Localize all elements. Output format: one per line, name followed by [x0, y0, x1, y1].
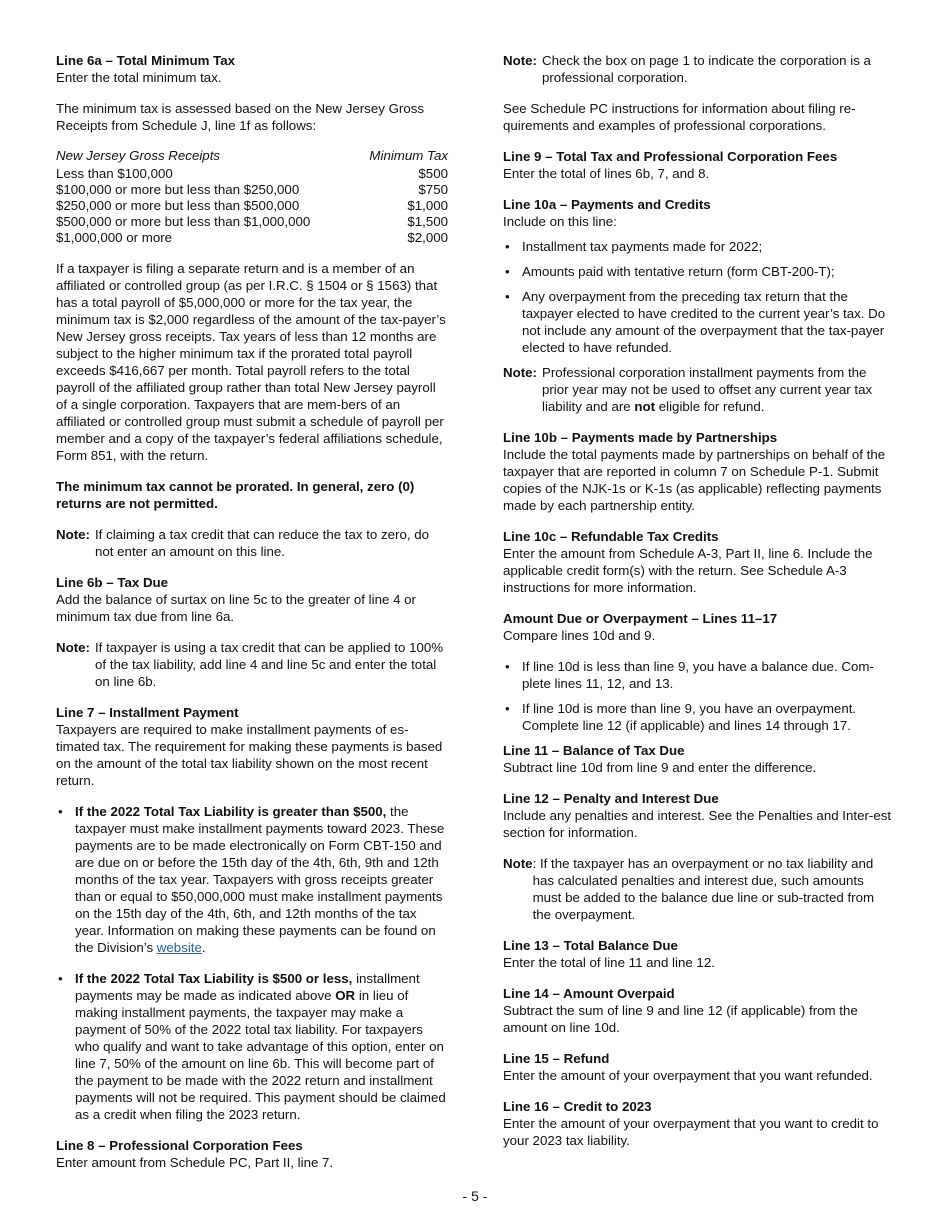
line12-heading: Line 12 – Penalty and Interest Due	[503, 791, 719, 806]
note-pre: Professional corporation installment payments from the prior year may not be used to offset any current year tax liability and are	[541, 365, 873, 414]
line11-body: Subtract line 10d from line 9 and enter the difference.	[503, 760, 817, 775]
line6b-section	[56, 574, 448, 625]
note-label: Note:	[56, 640, 90, 655]
line15-heading: Line 15 – Refund	[503, 1051, 610, 1066]
line7-body: Taxpayers are required to make installment payments of es-timated tax. The requirement for making these payments is based on the amount of the total tax liability shown on the most recent return.	[56, 722, 443, 788]
amount-due-heading: Amount Due or Overpayment – Lines 11–17	[503, 611, 778, 626]
bullet-end: .	[201, 940, 206, 955]
row-tax: $750	[418, 182, 448, 197]
page-number: - 5 -	[462, 1188, 488, 1204]
note-text: : If the taxpayer has an overpayment or no tax liability and has calculated penalties and interest due, such amounts must be added to the balance due line or sub-tracted from the overpayment.	[532, 856, 875, 922]
line14-body: Subtract the sum of line 9 and line 12 (if applicable) from the amount on line 10d.	[503, 1003, 858, 1035]
bullet-or: OR	[335, 988, 356, 1003]
line13-body: Enter the total of line 11 and line 12.	[503, 955, 715, 970]
line10c-body: Enter the amount from Schedule A-3, Part II, line 6. Include the applicable credit form(s) with the return. See Schedule A-3 instructions for more information.	[503, 546, 873, 595]
list-item: • If line 10d is less than line 9, you have a balance due. Com-plete lines 11, 12, and 13.	[503, 658, 895, 692]
line6b-heading: Line 6b – Tax Due	[56, 575, 169, 590]
list-item	[56, 803, 448, 956]
pc-see-instructions: See Schedule PC instructions for information about filing re-quirements and examples of professional corporations.	[503, 101, 856, 133]
line13-heading: Line 13 – Total Balance Due	[503, 938, 678, 953]
amount-due-body: Compare lines 10d and 9.	[503, 628, 656, 643]
left-column	[56, 52, 448, 1185]
list-item: • If line 10d is more than line 9, you have an overpayment. Complete line 12 (if applicable) and lines 14 through 17.	[503, 700, 895, 734]
table-header-receipts: New Jersey Gross Receipts	[56, 148, 221, 163]
line15-section	[503, 1050, 895, 1084]
note-text: If taxpayer is using a tax credit that can be applied to 100% of the tax liability, add line 4 and line 5c and enter the total on line 6b.	[94, 640, 444, 689]
table-row	[56, 166, 448, 182]
line12-note	[503, 855, 895, 923]
line13-section	[503, 937, 895, 971]
bullet-text: installment payments may be made as indicated above	[75, 971, 420, 1003]
row-tax: $1,000	[407, 198, 448, 213]
row-range: $250,000 or more but less than $500,000	[56, 198, 300, 213]
row-range: $500,000 or more but less than $1,000,000	[56, 214, 311, 229]
list-item	[56, 970, 448, 1123]
line6a-body: Enter the total minimum tax.	[56, 70, 222, 85]
line6b-body: Add the balance of surtax on line 5c to the greater of line 4 or minimum tax due from line 6a.	[56, 592, 416, 624]
line10b-heading: Line 10b – Payments made by Partnerships	[503, 430, 778, 445]
amount-due-section	[503, 610, 895, 644]
row-range: Less than $100,000	[56, 166, 173, 181]
note-label: Note:	[56, 527, 90, 542]
prorate-warning: The minimum tax cannot be prorated. In general, zero (0) returns are not permitted.	[56, 479, 415, 511]
line10a-heading: Line 10a – Payments and Credits	[503, 197, 711, 212]
line16-section	[503, 1098, 895, 1149]
min-tax-intro: The minimum tax is assessed based on the New Jersey Gross Receipts from Schedule J, line 1f as follows:	[56, 101, 425, 133]
note-label: Note:	[503, 53, 537, 68]
line6a-section	[56, 52, 448, 86]
right-column	[503, 52, 895, 1163]
line10a-body: Include on this line:	[503, 214, 617, 229]
table-row	[56, 182, 448, 198]
line6b-note	[56, 639, 448, 690]
website-link[interactable]: website	[156, 940, 202, 955]
pc-note	[503, 52, 895, 86]
line7-section	[56, 704, 448, 789]
minimum-tax-table	[56, 148, 448, 246]
note-label: Note	[503, 856, 533, 871]
line10b-section	[503, 429, 895, 514]
note-post: eligible for refund.	[655, 399, 765, 414]
line7-bullets	[56, 803, 448, 1123]
line8-body: Enter amount from Schedule PC, Part II, line 7.	[56, 1155, 334, 1170]
line6a-note	[56, 526, 448, 560]
line8-heading: Line 8 – Professional Corporation Fees	[56, 1138, 303, 1153]
line6a-heading: Line 6a – Total Minimum Tax	[56, 53, 236, 68]
line12-body: Include any penalties and interest. See the Penalties and Inter-est section for information.	[503, 808, 892, 840]
note-label: Note:	[503, 365, 537, 380]
bullet-bold-lead: If the 2022 Total Tax Liability is $500 or less,	[75, 971, 353, 986]
table-row	[56, 230, 448, 246]
line8-section	[56, 1137, 448, 1171]
row-range: $100,000 or more but less than $250,000	[56, 182, 300, 197]
affiliated-group-paragraph: If a taxpayer is filing a separate return and is a member of an affiliated or controlled group (as per I.R.C. § 1504 or § 1563) that has a total payroll of $5,000,000 or more for the tax year, the minimum tax is $2,000 regardless of the amount of the tax-payer’s New Jersey gross receipts. Tax years of less than 12 months are subject to the higher minimum tax if the prorated total payroll exceeds $416,667 per month. Total payroll refers to the total payroll of the affiliated group rather than total New Jersey payroll of a single corporation. Taxpayers that are mem-bers of an affiliated or controlled group must submit a schedule of payroll per member and a copy of the taxpayer’s federal affiliations schedule, Form 851, with the return.	[56, 261, 446, 463]
table-header-tax: Minimum Tax	[369, 148, 448, 163]
line11-heading: Line 11 – Balance of Tax Due	[503, 743, 685, 758]
line9-section	[503, 148, 895, 182]
list-item: • Installment tax payments made for 2022;	[503, 238, 895, 255]
line10c-section	[503, 528, 895, 596]
line10a-section	[503, 196, 895, 230]
line12-section	[503, 790, 895, 841]
line7-heading: Line 7 – Installment Payment	[56, 705, 239, 720]
line11-section	[503, 742, 895, 776]
note-text	[542, 364, 895, 415]
note-bold: not	[634, 399, 656, 414]
bullet-text: in lieu of making installment payments, the taxpayer may make a payment of 50% of the 2022 total tax liability. For taxpayers who qualify and want to take advantage of this option, enter on line 7, 50% of the amount on line 6b. This will become part of the payment to be made with the 2022 return and installment payments will not be required. This payment should be claimed as a credit when filing the 2023 return.	[75, 988, 446, 1122]
list-item: • Amounts paid with tentative return (form CBT-200-T);	[503, 263, 895, 280]
bullet-text: the taxpayer must make installment payments toward 2023. These payments are to be made electronically on Form CBT-150 and are due on or before the 15th day of the 4th, 6th, 9th and 12th months of the tax year. Taxpayers with gross receipts greater than or equal to $50,000,000 must make installment payments on the 15th day of the 4th, 6th, and 12th months of the tax year. Information on making these payments can be found on the Division’s	[75, 804, 445, 955]
line15-body: Enter the amount of your overpayment that you want refunded.	[503, 1068, 873, 1083]
line9-heading: Line 9 – Total Tax and Professional Corporation Fees	[503, 149, 838, 164]
amount-due-bullets	[503, 658, 895, 734]
note-text: If claiming a tax credit that can reduce the tax to zero, do not enter an amount on this line.	[94, 527, 430, 559]
row-tax: $2,000	[407, 230, 448, 245]
table-row	[56, 214, 448, 230]
row-tax: $1,500	[407, 214, 448, 229]
table-row	[56, 198, 448, 214]
list-item: • Any overpayment from the preceding tax return that the taxpayer elected to have credited to the current year’s tax. Do not include any amount of the overpayment that the tax-payer elected to have refunded.	[503, 288, 895, 356]
line16-body: Enter the amount of your overpayment that you want to credit to your 2023 tax liability.	[503, 1116, 879, 1148]
line10b-body: Include the total payments made by partnerships on behalf of the taxpayer that are reported in column 7 on Schedule P-1. Submit copies of the NJK-1s or K-1s (as applicable) reflecting payments made by each partnership entity.	[503, 447, 886, 513]
bullet-bold-lead: If the 2022 Total Tax Liability is greater than $500,	[75, 804, 387, 819]
note-text: Check the box on page 1 to indicate the corporation is a professional corporation.	[541, 53, 871, 85]
line10a-note	[503, 364, 895, 415]
line9-body: Enter the total of lines 6b, 7, and 8.	[503, 166, 710, 181]
line10c-heading: Line 10c – Refundable Tax Credits	[503, 529, 719, 544]
row-tax: $500	[418, 166, 448, 181]
line14-section	[503, 985, 895, 1036]
line14-heading: Line 14 – Amount Overpaid	[503, 986, 675, 1001]
line16-heading: Line 16 – Credit to 2023	[503, 1099, 652, 1114]
row-range: $1,000,000 or more	[56, 230, 173, 245]
line10a-bullets	[503, 238, 895, 356]
